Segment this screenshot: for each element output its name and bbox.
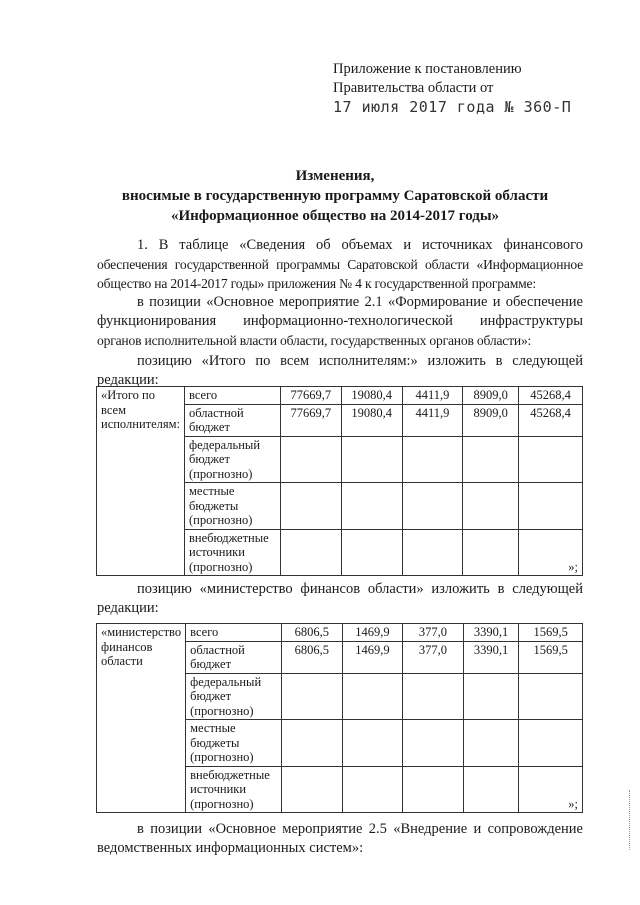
paragraph-2-line-1: в позиции «Основное мероприятие 2.1 «Формирование и обеспечение (137, 294, 583, 310)
value-cell: 8909,0 (463, 387, 519, 405)
source-cell: федеральный бюджет (прогнозно) (185, 436, 281, 483)
document-title (80, 166, 590, 226)
value-cell: 6806,5 (281, 624, 342, 642)
value-cell (402, 436, 463, 483)
value-cell: 45268,4 (519, 387, 583, 405)
value-cell (519, 720, 583, 767)
paragraph-5-line-1: в позиции «Основное мероприятие 2.5 «Внедрение и сопровождение (137, 821, 583, 837)
executor-cell: «министерство финансов области (97, 624, 186, 813)
value-cell (463, 529, 519, 576)
paragraph-3-line-1: позицию «Итого по всем исполнителям:» изложить в следующей (137, 353, 583, 369)
value-cell (341, 483, 402, 530)
paragraph-4-line-1: позицию «министерство финансов области» изложить в следующей (137, 581, 583, 597)
value-cell: 1469,9 (342, 624, 403, 642)
value-cell (342, 720, 403, 767)
value-cell (280, 529, 341, 576)
paragraph-1-first-line: 1. В таблице «Сведения об объемах и источниках финансового (137, 237, 583, 253)
appendix-header (333, 60, 571, 117)
paragraph-3-line-2: редакции: (97, 372, 159, 388)
value-cell: 1569,5 (519, 641, 583, 673)
value-cell (341, 436, 402, 483)
source-cell: местные бюджеты (прогнозно) (186, 720, 282, 767)
source-cell: всего (185, 387, 281, 405)
paragraph-1-rest: обеспечения государственной программы Саратовской области «Информационное общество на 2014-2017 годы» приложения № 4 к государственной программе: (97, 257, 583, 291)
paragraph-2-line-2: функционирования информационно-технологической инфраструктуры (97, 313, 583, 329)
source-cell: внебюджетные источники (прогнозно) (185, 529, 281, 576)
value-cell (402, 529, 463, 576)
table-row (97, 387, 583, 405)
value-cell (281, 673, 342, 720)
value-cell (281, 720, 342, 767)
value-cell (281, 766, 342, 813)
value-cell: 4411,9 (402, 404, 463, 436)
appendix-line-1: Приложение к постановлению (333, 61, 522, 77)
resolution-date-stamp: 17 июля 2017 года № 360-П (333, 98, 572, 116)
value-cell (463, 720, 519, 767)
value-cell (463, 483, 519, 530)
source-cell: внебюджетные источники (прогнозно) (186, 766, 282, 813)
value-cell: 6806,5 (281, 641, 342, 673)
executor-cell: «Итого по всем исполнителям: (97, 387, 185, 576)
source-cell: областной бюджет (185, 404, 281, 436)
value-cell: 3390,1 (463, 624, 519, 642)
value-cell: 377,0 (403, 641, 463, 673)
value-cell: 8909,0 (463, 404, 519, 436)
value-cell (403, 673, 463, 720)
title-line-3: «Информационное общество на 2014-2017 годы» (170, 208, 500, 224)
value-cell: 77669,7 (280, 404, 341, 436)
value-cell (519, 483, 583, 530)
value-cell (342, 766, 403, 813)
value-cell: 4411,9 (402, 387, 463, 405)
value-cell (403, 766, 463, 813)
value-cell (402, 483, 463, 530)
source-cell: областной бюджет (186, 641, 282, 673)
value-cell (280, 483, 341, 530)
value-cell (463, 673, 519, 720)
value-cell (519, 436, 583, 483)
table-row (97, 624, 583, 642)
source-cell: федеральный бюджет (прогнозно) (186, 673, 282, 720)
value-cell (463, 766, 519, 813)
scan-margin-mark (629, 790, 636, 850)
value-cell (280, 436, 341, 483)
value-cell (342, 673, 403, 720)
title-line-2: вносимые в государственную программу Саратовской области (121, 188, 549, 204)
closing-quote-mark: »; (519, 529, 583, 576)
source-cell: местные бюджеты (прогнозно) (185, 483, 281, 530)
funding-table-finance-ministry (96, 623, 583, 813)
paragraph-5-line-2: ведомственных информационных систем»: (97, 840, 364, 856)
value-cell: 45268,4 (519, 404, 583, 436)
value-cell (463, 436, 519, 483)
closing-quote-mark: »; (519, 766, 583, 813)
appendix-line-2: Правительства области от (333, 80, 494, 96)
value-cell (341, 529, 402, 576)
value-cell: 1469,9 (342, 641, 403, 673)
source-cell: всего (186, 624, 282, 642)
title-line-1: Изменения, (295, 168, 375, 184)
value-cell: 3390,1 (463, 641, 519, 673)
value-cell (403, 720, 463, 767)
value-cell: 1569,5 (519, 624, 583, 642)
paragraph-4-line-2: редакции: (97, 600, 159, 616)
value-cell (519, 673, 583, 720)
paragraph-2-line-3: органов исполнительной власти области, государственных органов области»: (97, 333, 532, 348)
funding-table-total (96, 386, 583, 576)
value-cell: 19080,4 (341, 387, 402, 405)
value-cell: 377,0 (403, 624, 463, 642)
value-cell: 77669,7 (280, 387, 341, 405)
value-cell: 19080,4 (341, 404, 402, 436)
